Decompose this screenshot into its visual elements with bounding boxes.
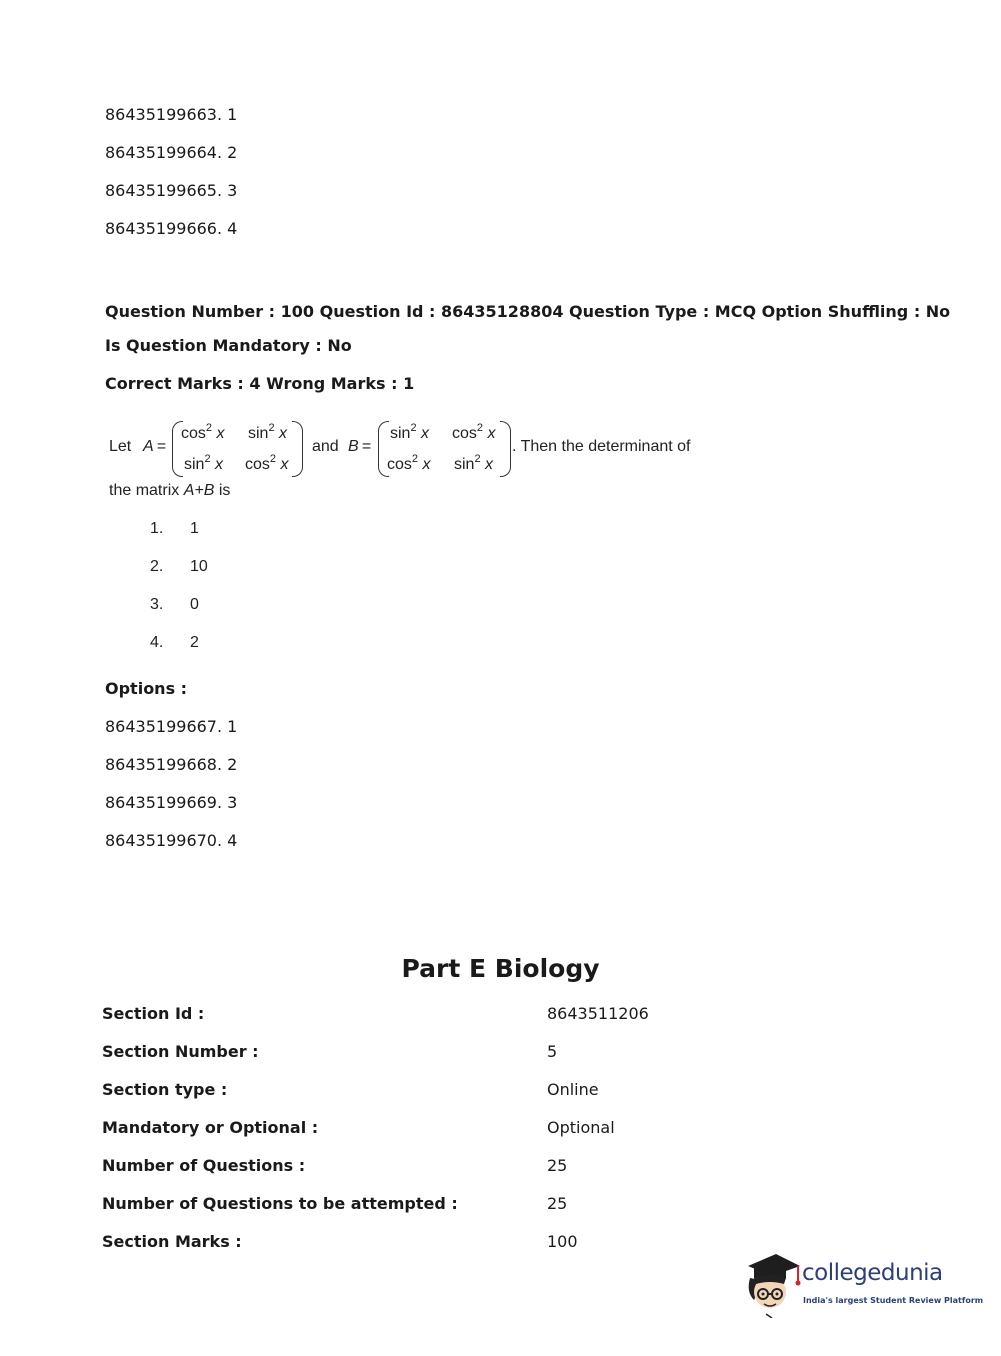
prev-option-2: 86435199664. 2 [105,143,238,162]
choice-number: 1. [150,520,164,537]
mascot-icon [742,1248,804,1318]
question-marks: Correct Marks : 4 Wrong Marks : 1 [105,374,415,393]
choice-number: 2. [150,558,164,575]
let-text: Let [109,438,132,455]
section-number-label: Section Number : [102,1042,259,1061]
options-label: Options : [105,679,188,698]
question-mandatory: Is Question Mandatory : No [105,336,352,355]
matrix-sum-expr: A+B [183,482,215,499]
prev-option-3: 86435199665. 3 [105,181,238,200]
logo-tagline: India's largest Student Review Platform [803,1296,984,1305]
matrix-sum-line: the matrix A+B is [109,482,231,499]
choice-number: 4. [150,634,164,651]
logo-name: collegedunia [802,1260,943,1286]
matrix-b-var: B [348,438,359,455]
matrix-b-right-paren [500,421,511,477]
option-1: 86435199667. 1 [105,717,238,736]
section-id-value: 8643511206 [547,1004,649,1023]
choice-number: 3. [150,596,164,613]
choice-value: 0 [190,596,199,613]
question-header: Question Number : 100 Question Id : 86435128804 Question Type : MCQ Option Shuffling : No [105,302,951,321]
choice-value: 10 [190,558,208,575]
collegedunia-logo [742,1248,984,1318]
mandatory-value: Optional [547,1118,615,1137]
matrix-a-right-paren [292,421,303,477]
prev-option-4: 86435199666. 4 [105,219,238,238]
section-marks-label: Section Marks : [102,1232,242,1251]
question-count-value: 25 [547,1156,568,1175]
attempt-count-value: 25 [547,1194,568,1213]
section-type-label: Section type : [102,1080,228,1099]
section-number-value: 5 [547,1042,558,1061]
then-text: . Then the determinant of [512,438,691,455]
option-4: 86435199670. 4 [105,831,238,850]
section-type-value: Online [547,1080,599,1099]
choice-value: 2 [190,634,199,651]
option-3: 86435199669. 3 [105,793,238,812]
question-count-label: Number of Questions : [102,1156,306,1175]
section-marks-value: 100 [547,1232,578,1251]
matrix-a-var: A [143,438,154,455]
mandatory-label: Mandatory or Optional : [102,1118,319,1137]
option-2: 86435199668. 2 [105,755,238,774]
section-title: Part E Biology [401,954,600,983]
choice-value: 1 [190,520,199,537]
and-text: and [312,438,339,455]
attempt-count-label: Number of Questions to be attempted : [102,1194,458,1213]
section-id-label: Section Id : [102,1004,205,1023]
prev-option-1: 86435199663. 1 [105,105,238,124]
